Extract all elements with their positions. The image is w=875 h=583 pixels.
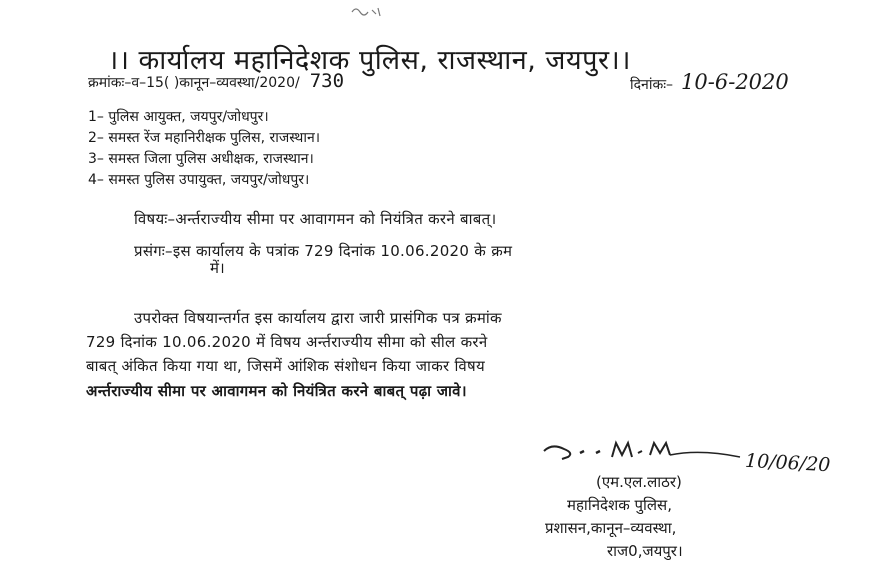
body-line-4: अर्न्तराज्यीय सीमा पर आवागमन को नियंत्रित करने बाबत् पढ़ा जावे। xyxy=(86,382,467,400)
subject-line: विषयः–अर्न्तराज्यीय सीमा पर आवागमन को नियंत्रित करने बाबत्। xyxy=(134,210,497,228)
signatory-department: प्रशासन,कानून–व्यवस्था, xyxy=(545,519,677,537)
date-label: दिनांकः– xyxy=(630,77,674,93)
signature-date: 10/06/20 xyxy=(744,449,831,477)
signature-scribble xyxy=(540,433,770,473)
addressee-4: 4– समस्त पुलिस उपायुक्त, जयपुर/जोधपुर। xyxy=(88,172,310,188)
reference-line-cont: में। xyxy=(210,259,225,277)
date-handwritten: 10-6-2020 xyxy=(681,70,789,94)
office-title: ।। कार्यालय महानिदेशक पुलिस, राजस्थान, जयपुर।। xyxy=(108,45,631,76)
addressee-3: 3– समस्त जिला पुलिस अधीक्षक, राजस्थान। xyxy=(88,151,314,167)
reference-number xyxy=(88,70,344,92)
top-mark xyxy=(348,4,388,18)
signatory-name: (एम.एल.लाठर) xyxy=(596,473,682,491)
signatory-designation: महानिदेशक पुलिस, xyxy=(567,496,672,514)
reference-line: प्रसंगः–इस कार्यालय के पत्रांक 729 दिनांक 10.06.2020 के क्रम xyxy=(134,242,513,260)
addressee-1: 1– पुलिस आयुक्त, जयपुर/जोधपुर। xyxy=(88,109,269,125)
ref-label: क्रमांकः–व–15( )कानून–व्यवस्था/2020/ xyxy=(88,75,300,91)
addressee-2: 2– समस्त रेंज महानिरीक्षक पुलिस, राजस्थान। xyxy=(88,130,321,146)
body-line-3: बाबत् अंकित किया गया था, जिसमें आंशिक संशोधन किया जाकर विषय xyxy=(86,357,486,375)
ref-number-handwritten: 730 xyxy=(309,70,345,92)
body-line-2: 729 दिनांक 10.06.2020 में विषय अर्न्तराज्यीय सीमा को सील करने xyxy=(86,333,488,351)
letter-date xyxy=(630,70,789,94)
body-line-1: उपरोक्त विषयान्तर्गत इस कार्यालय द्वारा जारी प्रासंगिक पत्र क्रमांक xyxy=(134,309,502,327)
signatory-location: राज0,जयपुर। xyxy=(607,542,683,560)
